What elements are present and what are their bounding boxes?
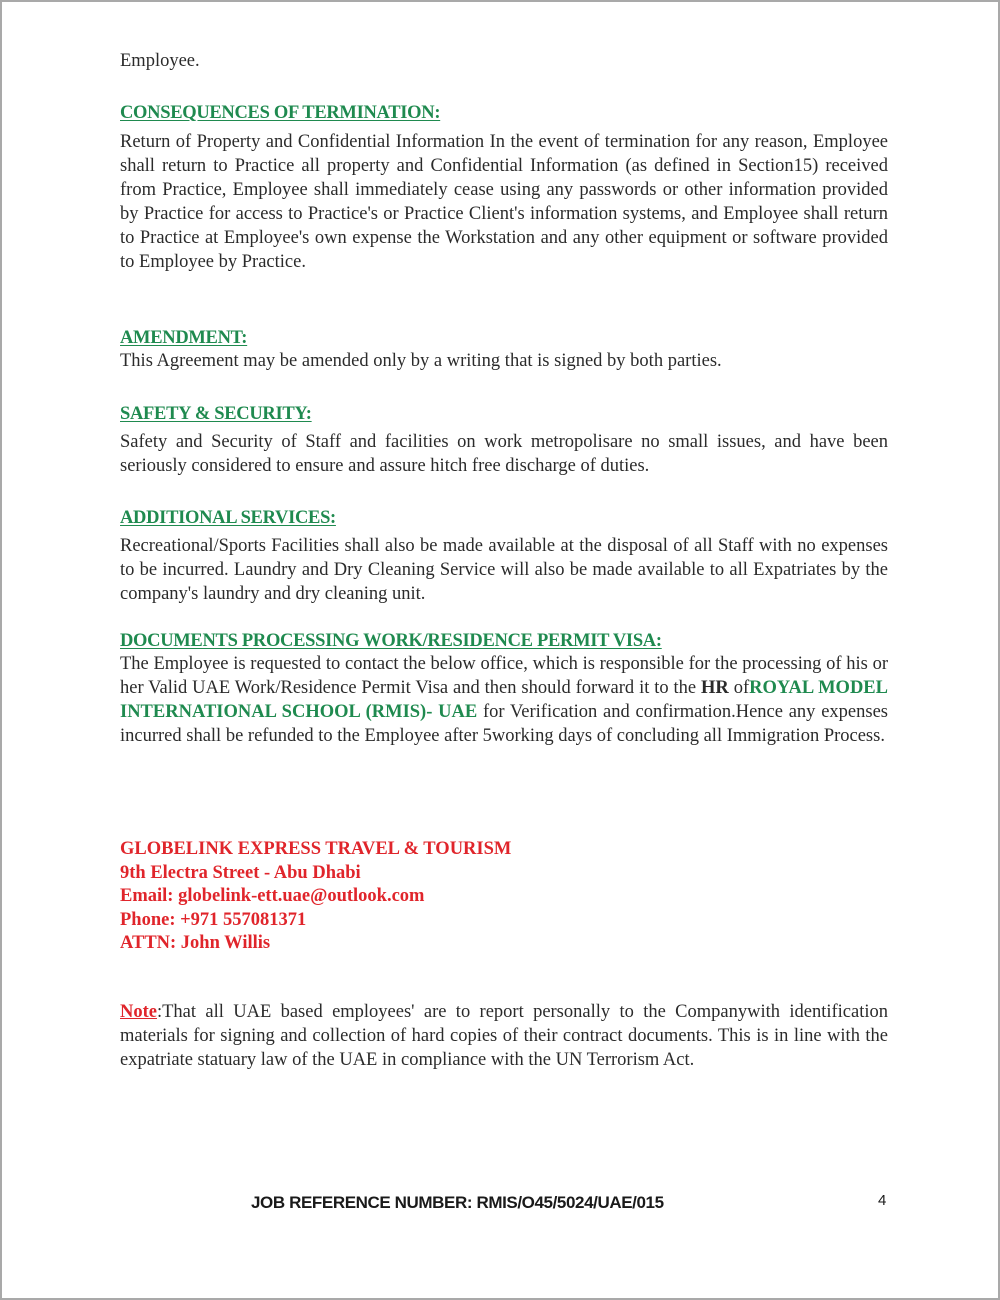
heading-safety-security: SAFETY & SECURITY: [120,404,312,424]
paragraph-amendment: This Agreement may be amended only by a writing that is signed by both parties. [120,351,722,371]
contact-address: 9th Electra Street - Abu Dhabi [120,862,361,883]
heading-amendment: AMENDMENT: [120,328,248,348]
hr-label: HR [701,678,729,698]
paragraph-text: The Employee is requested to contact the below office, which is responsible for the processing of his or her Valid UAE Work/Residence Permit Visa and then should forward it to the [120,654,888,698]
contact-email: Email: globelink-ett.uae@outlook.com [120,886,425,906]
contact-company: GLOBELINK EXPRESS TRAVEL & TOURISM [120,839,512,859]
job-reference-number: JOB REFERENCE NUMBER: RMIS/O45/5024/UAE/015 [251,1193,664,1212]
note-label: Note [120,1002,157,1022]
paragraph-additional-services: Recreational/Sports Facilities shall also be made available at the disposal of all Staff with no expenses to be incurred. Laundry and Dry Cleaning Service will also be made available to all Expatriates by the company's laundry and dry cleaning unit. [120,536,888,604]
contact-phone: Phone: +971 557081371 [120,909,307,930]
heading-consequences-of-termination: CONSEQUENCES OF TERMINATION: [120,103,441,123]
paragraph-text: for Verification and confirmation.Hence any expenses incurred shall be refunded to the Employee after 5working days of concluding all Immigration Process. [120,702,888,746]
contact-attn: ATTN: John Willis [120,933,271,953]
heading-documents-processing: DOCUMENTS PROCESSING WORK/RESIDENCE PERMIT VISA: [120,631,662,651]
note-paragraph [120,1000,888,1072]
heading-additional-services: ADDITIONAL SERVICES: [120,508,336,528]
contact-block [120,838,511,956]
lead-text: Employee. [120,51,200,71]
note-text: :That all UAE based employees' are to report personally to the Companywith identification materials for signing and collection of hard copies of their contract documents. This is in line with the expatriate statuary law of the UAE in compliance with the UN Terrorism Act. [120,1002,888,1070]
paragraph-documents-processing [120,652,888,748]
organization-name: ROYAL MODEL INTERNATIONAL SCHOOL (RMIS)- UAE [120,678,888,722]
page-number: 4 [878,1192,887,1209]
paragraph-text: of [728,678,750,698]
paragraph-safety-security: Safety and Security of Staff and facilities on work metropolisare no small issues, and have been seriously considered to ensure and assure hitch free discharge of duties. [120,432,888,476]
paragraph-consequences-of-termination: Return of Property and Confidential Information In the event of termination for any reason, Employee shall return to Practice all property and Confidential Information (as defined in Section15) received from Practice, Employee shall immediately cease using any passwords or other information provided by Practice for access to Practice's or Practice Client's information systems, and Employee shall return to Practice at Employee's own expense the Workstation and any other equipment or software provided to Employee by Practice. [120,132,888,272]
